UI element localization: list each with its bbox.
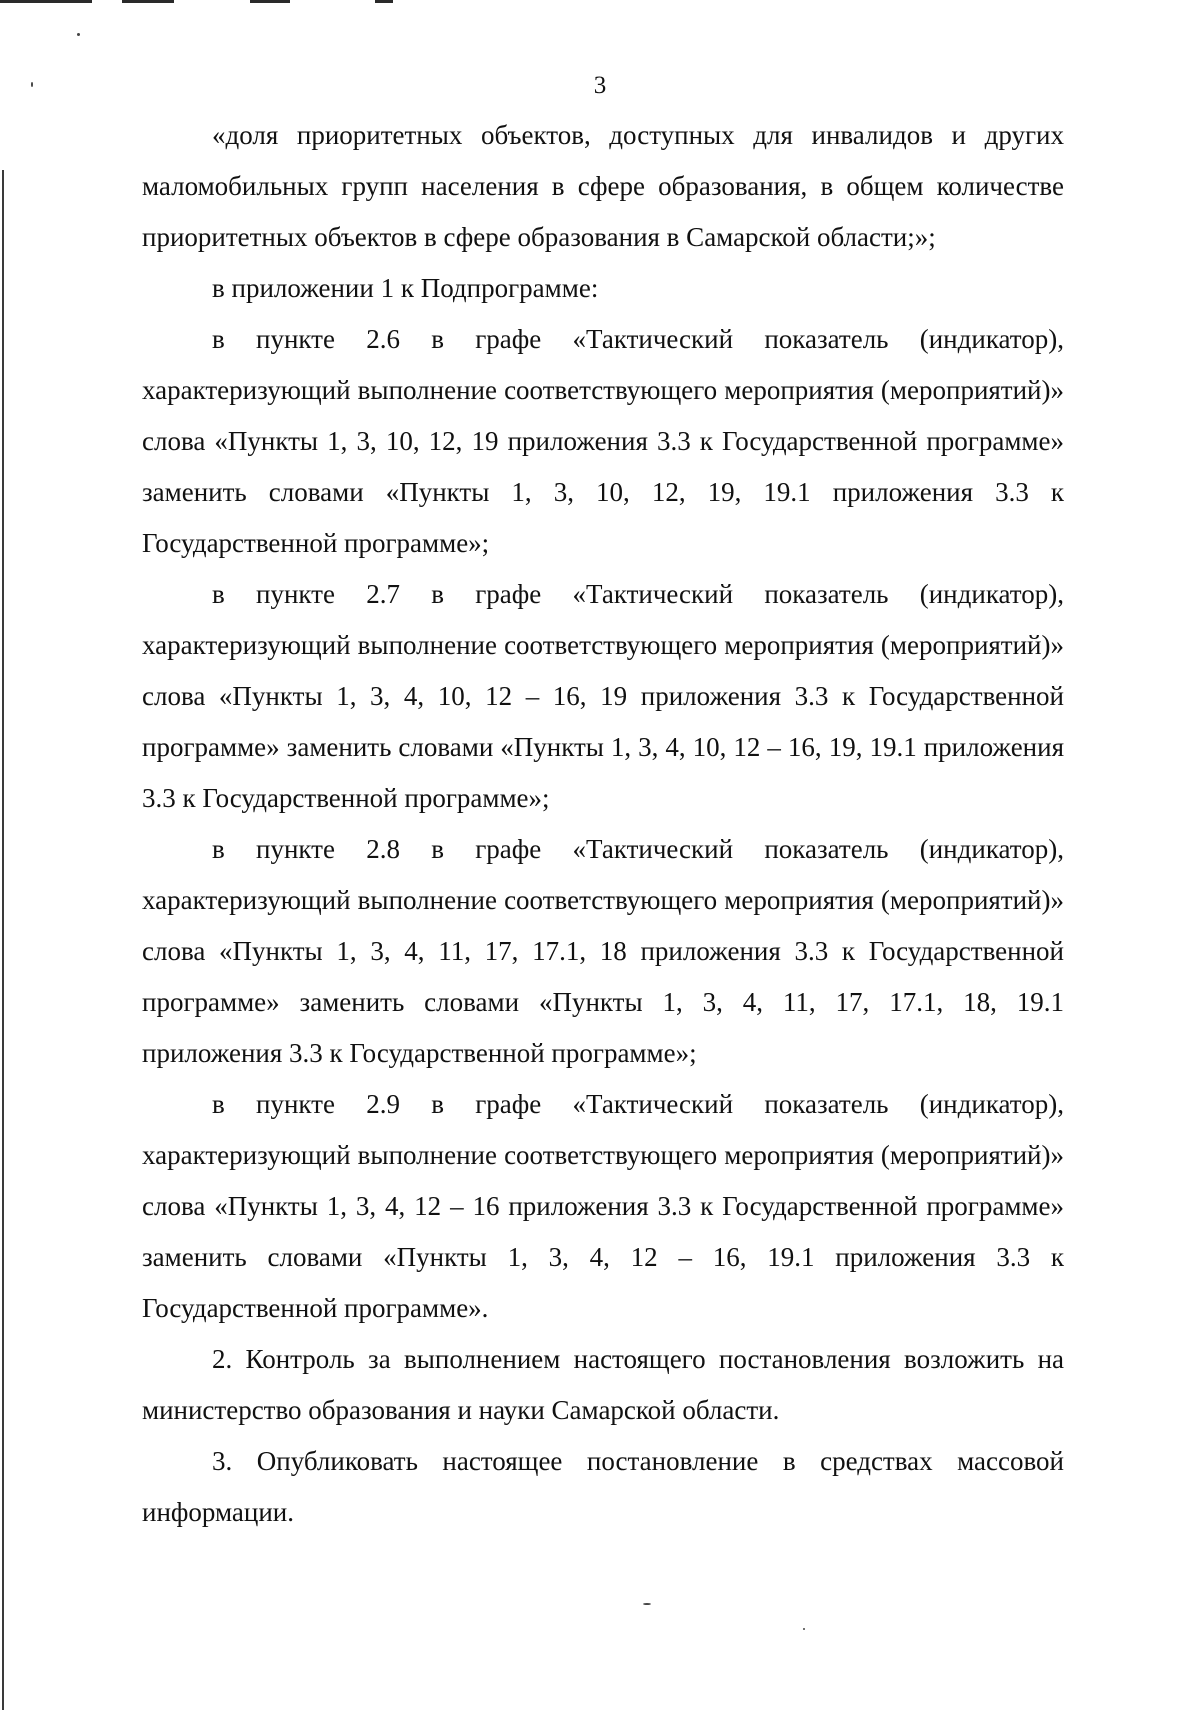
scan-edge-mark bbox=[0, 0, 92, 3]
paragraph-appendix-1: в приложении 1 к Подпрограмме: bbox=[212, 273, 599, 303]
paragraph-clause-2: 2. Контроль за выполнением настоящего постановления возложить на министерство образования и науки Самарской области. bbox=[142, 1344, 1064, 1425]
scan-edge-mark bbox=[250, 0, 290, 3]
paragraph-item-2-6: в пункте 2.6 в графе «Тактический показатель (индикатор), характеризующий выполнение соответствующего мероприятия (мероприятий)» слова «Пункты 1, 3, 10, 12, 19 приложения 3.3 к Государственной программе» заменить словами «Пункты 1, 3, 10, 12, 19, 19.1 приложения 3.3 к Государственной программе»; bbox=[142, 324, 1064, 558]
scan-edge-mark bbox=[375, 0, 393, 3]
scan-speck bbox=[643, 1603, 651, 1605]
paragraph-item-2-8: в пункте 2.8 в графе «Тактический показатель (индикатор), характеризующий выполнение соответствующего мероприятия (мероприятий)» слова «Пункты 1, 3, 4, 11, 17, 17.1, 18 приложения 3.3 к Государственной программе» заменить словами «Пункты 1, 3, 4, 11, 17, 17.1, 18, 19.1 приложения 3.3 к Государственной программе»; bbox=[142, 834, 1064, 1068]
paragraph-item-2-9: в пункте 2.9 в графе «Тактический показатель (индикатор), характеризующий выполнение соответствующего мероприятия (мероприятий)» слова «Пункты 1, 3, 4, 12 – 16 приложения 3.3 к Государственной программе» заменить словами «Пункты 1, 3, 4, 12 – 16, 19.1 приложения 3.3 к Государственной программе». bbox=[142, 1089, 1064, 1323]
paragraph-clause-3: 3. Опубликовать настоящее постановление в средствах массовой информации. bbox=[142, 1446, 1064, 1527]
paragraph-item-2-7: в пункте 2.7 в графе «Тактический показатель (индикатор), характеризующий выполнение соответствующего мероприятия (мероприятий)» слова «Пункты 1, 3, 4, 10, 12 – 16, 19 приложения 3.3 к Государственной программе» заменить словами «Пункты 1, 3, 4, 10, 12 – 16, 19, 19.1 приложения 3.3 к Государственной программе»; bbox=[142, 579, 1064, 813]
page-number: 3 bbox=[593, 72, 607, 99]
scan-edge-mark bbox=[122, 0, 174, 3]
document-body bbox=[142, 110, 1064, 1538]
scan-speck bbox=[77, 33, 80, 36]
paragraph-indicator-definition: «доля приоритетных объектов, доступных для инвалидов и других маломобильных групп населения в сфере образования, в общем количестве приоритетных объектов в сфере образования в Самарской области;»; bbox=[142, 120, 1064, 252]
scan-speck bbox=[803, 1628, 805, 1630]
scan-left-edge bbox=[2, 170, 4, 1710]
